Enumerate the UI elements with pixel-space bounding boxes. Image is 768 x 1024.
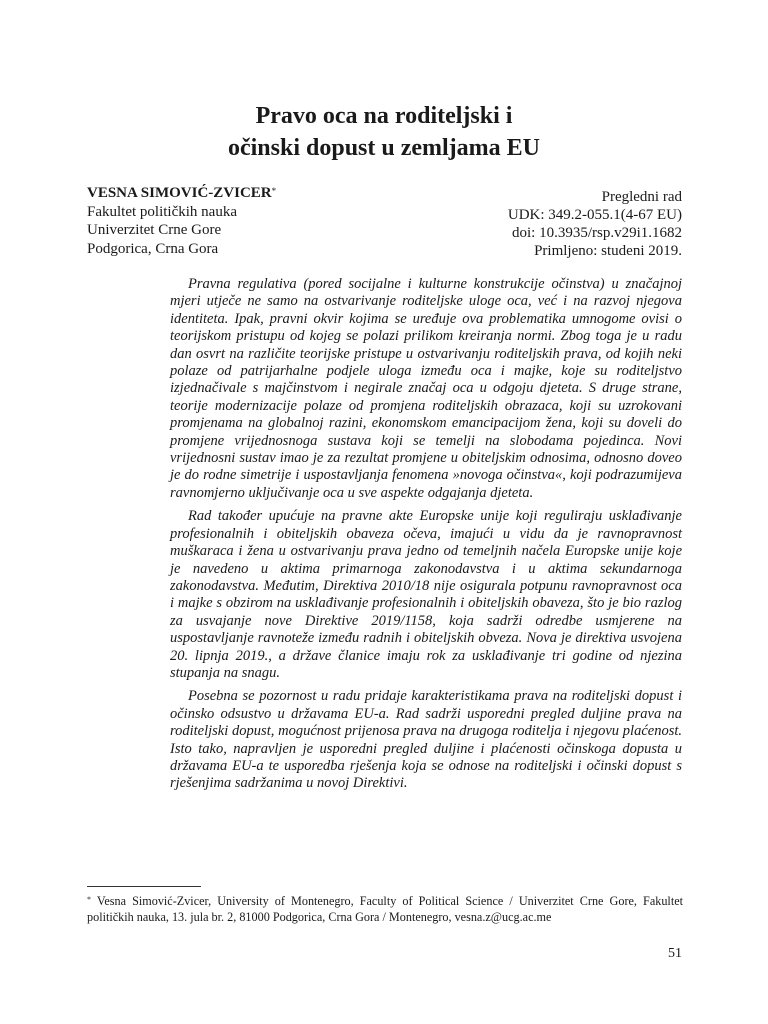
article-meta [508, 188, 682, 260]
article-title [0, 100, 768, 164]
abstract-paragraph-2: Rad također upućuje na pravne akte Europske unije koji reguliraju usklađivanje profesionalnih i obiteljskih obaveza očeva, imajući u vidu da je ravnopravnost muškaraca i žena u ostvarivanju prava jedno od temeljnih načela Europske unije koje je navedeno u aktima primarnoga zakonodavstva i u aktima sekundarnoga zakonodavstva. Međutim, Direktiva 2010/18 nije osigurala potpunu ravnopravnost oca i majke s obzirom na usklađivanje profesionalnih i obiteljskih obaveza, što je bio razlog za usvajanje nove Direktive 2019/1158, koja sadrži odredbe usmjerene na uspostavljanje ravnoteže između radnih i obiteljskih obveza. Nova je direktiva usvojena 20. lipnja 2019., a države članice imaju rok za usklađivanje tri godine od njezina stupanja na snagu. [170, 508, 682, 681]
footnote [87, 893, 683, 925]
abstract [170, 276, 682, 799]
author-affiliation-faculty: Fakultet političkih nauka [87, 203, 237, 220]
author-footnote-marker: * [271, 186, 277, 196]
article-received: Primljeno: studeni 2019. [534, 243, 682, 259]
article-doi: doi: 10.3935/rsp.v29i1.1682 [511, 225, 682, 241]
author-location: Podgorica, Crna Gora [87, 240, 219, 257]
footnote-text: Vesna Simović-Zvicer, University of Montenegro, Faculty of Political Science / Univerzitet Crne Gore, Fakultet političkih nauka, 13. jula br. 2, 81000 Podgorica, Crna Gora / Montenegro, vesna.z@ucg.ac.me [87, 894, 683, 924]
article-udk: UDK: 349.2-055.1(4-67 EU) [507, 207, 682, 223]
author-name: VESNA SIMOVIĆ-ZVICER* [87, 185, 277, 201]
author-block [87, 184, 276, 258]
article-type: Pregledni rad [601, 189, 682, 205]
abstract-paragraph-3: Posebna se pozornost u radu pridaje karakteristikama prava na roditeljski dopust i očinsko odsustvo u državama EU-a. Rad sadrži usporedni pregled duljine prava na roditeljski dopust, mogućnost prijenosa prava na drugoga roditelja i njegovu plaćenost. Isto tako, napravljen je usporedni pregled duljine i plaćenosti očinskoga dopusta u državama EU-a te usporedba rješenja koja se odnose na roditeljski i očinski dopust s rješenjima sadržanima u novoj Direktivi. [170, 688, 682, 792]
page-number: 51 [668, 946, 682, 961]
author-affiliation-university: Univerzitet Crne Gore [87, 222, 222, 238]
title-line-2: očinski dopust u zemljama EU [227, 135, 541, 161]
footnote-divider [87, 886, 201, 887]
abstract-paragraph-1: Pravna regulativa (pored socijalne i kulturne konstrukcije očinstva) u značajnoj mjeri utječe ne samo na ostvarivanje roditeljske uloge oca, već i na razvoj njegova identiteta. Ipak, pravni okvir kojima se uređuje ova problematika umnogome ovisi o teorijskom pristupu od kojeg se polazi prilikom kreiranja normi. Zbog toga je u radu dan osvrt na različite teorijske pristupe u ostvarivanju roditeljskih prava, od kojih neki polaze od patrijarhalne podjele uloga između oca i majke, koje su roditeljstvo izjednačivale s majčinstvom i negirale značaj oca u odgoju djeteta. S druge strane, teorije modernizacije polaze od promjena roditeljskih obrazaca, koji su uzrokovani promjenama na globalnoj razini, ekonomskom emancipacijom žena, koji su doveli do promjene vrijednosnoga sustava koji se temelji na slobodama pojedinca. Novi vrijednosni sustav imao je za rezultat promjene u obiteljskim odnosima, odnosno doveo je do rodne simetrije i uspostavljanja fenomena »novoga očinstva«, koji podrazumijeva ravnomjerno uključivanje oca u sve aspekte odgajanja djeteta. [170, 276, 682, 501]
title-line-1: Pravo oca na roditeljski i [255, 103, 513, 129]
footnote-marker: * [87, 895, 91, 904]
